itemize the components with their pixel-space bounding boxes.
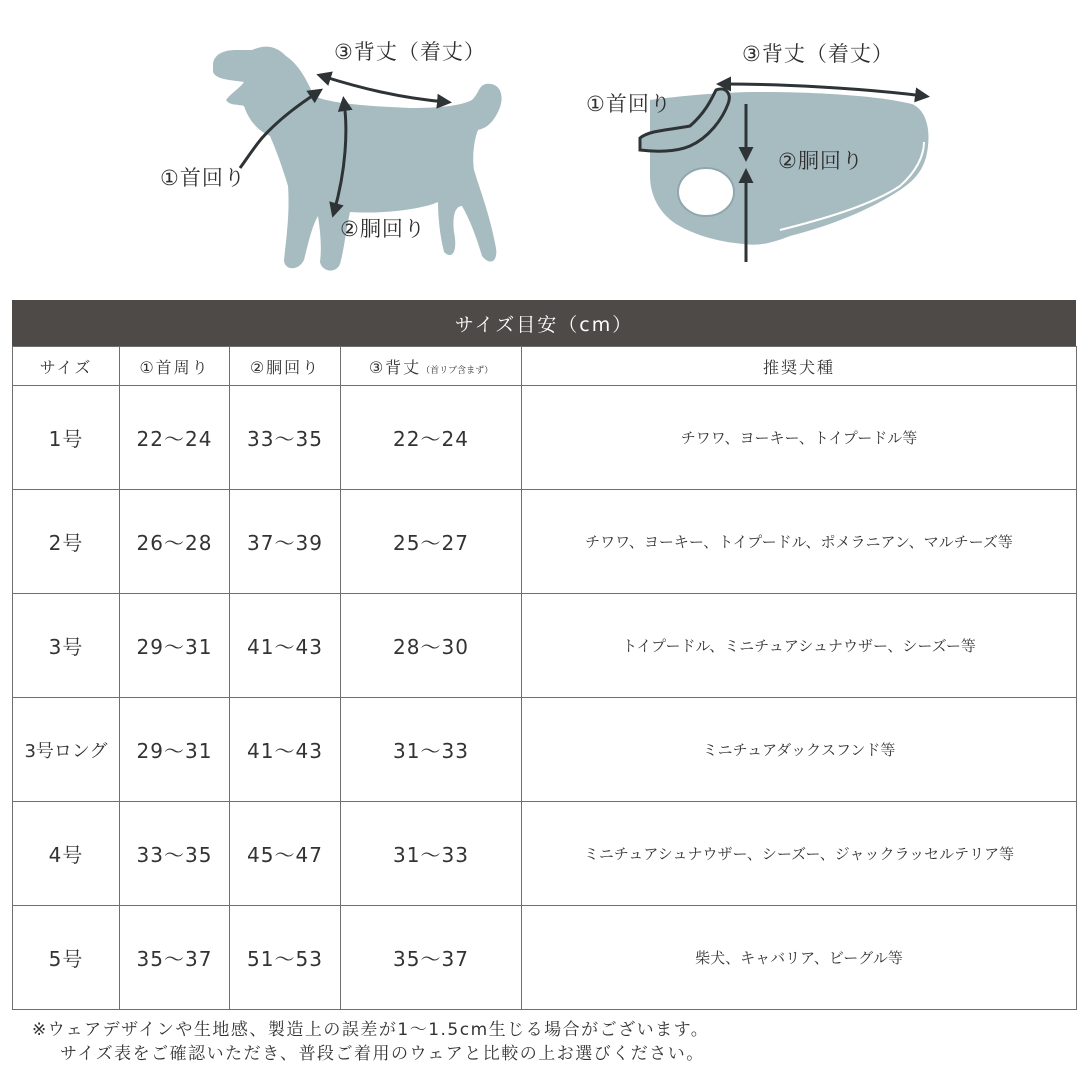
- measurement-diagram: [0, 0, 1080, 290]
- cell-chest: 37～39: [230, 490, 341, 594]
- table-row: [13, 802, 1077, 906]
- cell-chest: 51～53: [230, 906, 341, 1010]
- cell-chest: 41～43: [230, 594, 341, 698]
- cell-neck: 33～35: [120, 802, 230, 906]
- cell-back: 35～37: [341, 906, 522, 1010]
- cell-back: 31～33: [341, 802, 522, 906]
- dog-back-length-label: ③背丈（着丈）: [334, 40, 486, 64]
- table-row: [13, 490, 1077, 594]
- cell-back: 31～33: [341, 698, 522, 802]
- footnote-line-1: ※ウェアデザインや生地感、製造上の誤差が1～1.5cm生じる場合がございます。: [32, 1020, 710, 1040]
- cell-chest: 41～43: [230, 698, 341, 802]
- jacket-chest-label: ②胴回り: [778, 149, 864, 173]
- diagram-graphics: [0, 0, 1080, 290]
- footnote: [32, 1018, 709, 1066]
- cell-neck: 22～24: [120, 386, 230, 490]
- header-back-label: ③背丈: [368, 357, 422, 377]
- header-chest: ②胴回り: [230, 347, 341, 386]
- cell-chest: 45～47: [230, 802, 341, 906]
- cell-size: 3号: [13, 594, 120, 698]
- cell-breed: チワワ、ヨーキー、トイプードル、ポメラニアン、マルチーズ等: [522, 490, 1077, 594]
- cell-size: 1号: [13, 386, 120, 490]
- cell-neck: 29～31: [120, 698, 230, 802]
- table-header-row: [13, 347, 1077, 386]
- table-row: [13, 386, 1077, 490]
- cell-size: 5号: [13, 906, 120, 1010]
- cell-neck: 35～37: [120, 906, 230, 1010]
- cell-neck: 29～31: [120, 594, 230, 698]
- cell-back: 28～30: [341, 594, 522, 698]
- cell-breed: ミニチュアダックスフンド等: [522, 698, 1077, 802]
- cell-breed: チワワ、ヨーキー、トイプードル等: [522, 386, 1077, 490]
- header-back: [341, 347, 522, 386]
- table-row: [13, 698, 1077, 802]
- cell-chest: 33～35: [230, 386, 341, 490]
- cell-size: 3号ロング: [13, 698, 120, 802]
- dog-neck-label: ①首回り: [160, 166, 246, 190]
- cell-breed: トイプードル、ミニチュアシュナウザー、シーズー等: [522, 594, 1077, 698]
- cell-neck: 26～28: [120, 490, 230, 594]
- cell-breed: 柴犬、キャバリア、ビーグル等: [522, 906, 1077, 1010]
- jacket-back-length-label: ③背丈（着丈）: [742, 42, 894, 66]
- size-table: [12, 346, 1077, 1010]
- cell-back: 25～27: [341, 490, 522, 594]
- header-back-note: （首リブ含まず）: [421, 365, 494, 376]
- footnote-line-2: サイズ表をご確認いただき、普段ご着用のウェアと比較の上お選びください。: [60, 1044, 705, 1064]
- table-row: [13, 906, 1077, 1010]
- header-neck: ①首周り: [120, 347, 230, 386]
- size-table-title: サイズ目安（cm）: [12, 300, 1076, 346]
- dog-chest-label: ②胴回り: [340, 217, 426, 241]
- table-row: [13, 594, 1077, 698]
- cell-size: 4号: [13, 802, 120, 906]
- size-table-wrapper: [12, 300, 1076, 1010]
- cell-back: 22～24: [341, 386, 522, 490]
- header-breed: 推奨犬種: [522, 347, 1077, 386]
- jacket-neck-label: ①首回り: [586, 92, 672, 116]
- header-size: サイズ: [13, 347, 120, 386]
- cell-size: 2号: [13, 490, 120, 594]
- cell-breed: ミニチュアシュナウザー、シーズー、ジャックラッセルテリア等: [522, 802, 1077, 906]
